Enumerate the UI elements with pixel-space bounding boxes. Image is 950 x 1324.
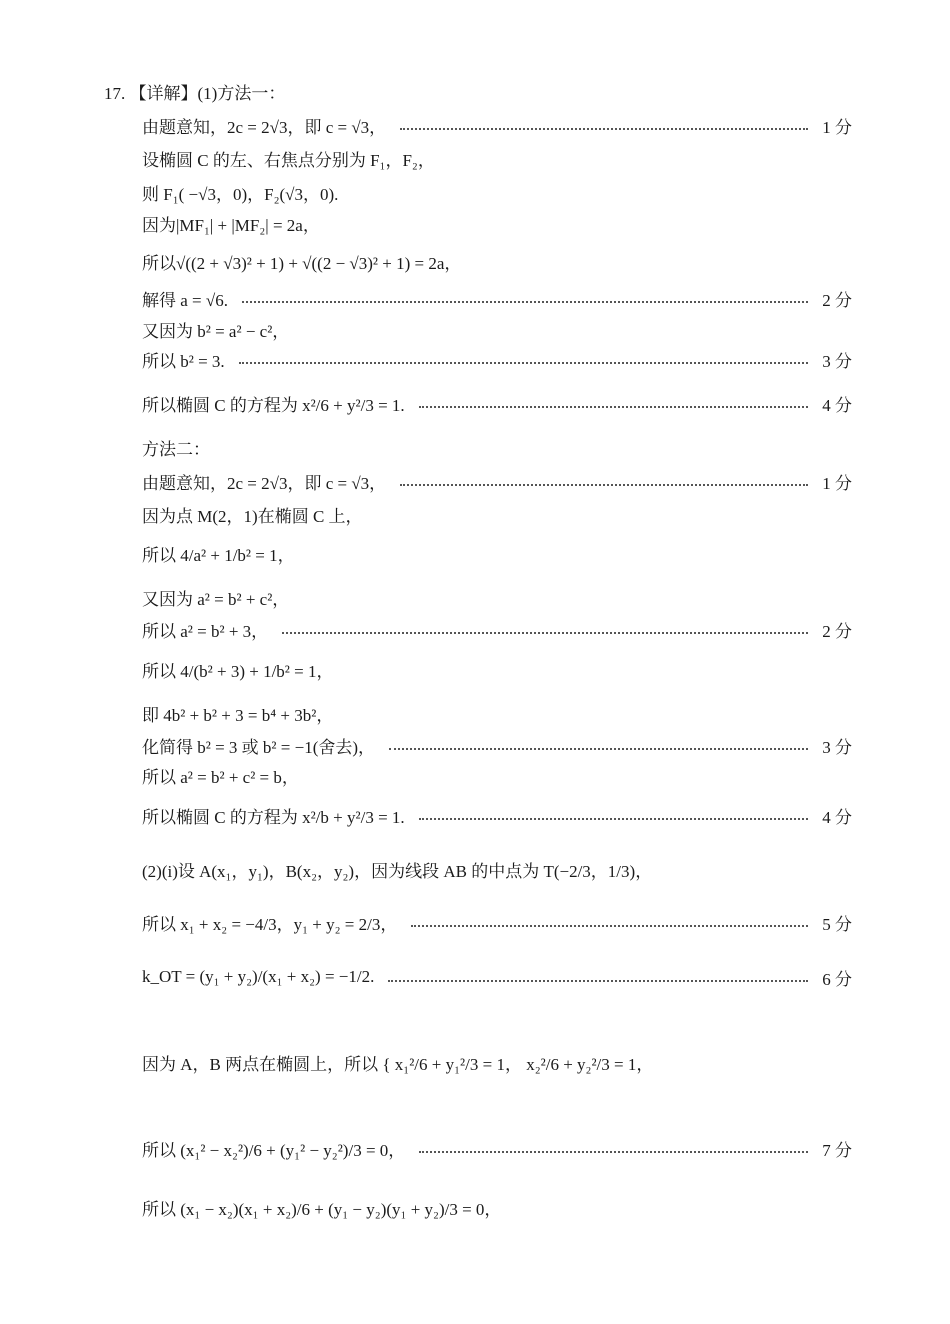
m1-line-5 bbox=[142, 244, 852, 278]
m2-line-6 bbox=[142, 652, 852, 686]
m1-line-8 bbox=[142, 342, 852, 376]
p2-line-6-text: 所以 (x₁ − x₂)(x₁ + x₂)/6 + (y₁ − y₂)(y₁ + y₂)/3 = 0， bbox=[142, 1199, 502, 1219]
leader-dots bbox=[388, 980, 808, 982]
m2-title bbox=[142, 430, 852, 464]
m1-line-2 bbox=[142, 141, 852, 175]
question-header bbox=[104, 74, 852, 108]
m1-line-6-text: 解得 a = √6. bbox=[142, 290, 228, 310]
m2-line-3 bbox=[142, 536, 852, 570]
m2-line-10-text: 所以椭圆 C 的方程为 x²/b + y²/3 = 1. bbox=[142, 807, 405, 827]
m2-line-7-text: 即 4b² + b² + 3 = b⁴ + 3b²， bbox=[142, 705, 334, 725]
m2-line-3-text: 所以 4/a² + 1/b² = 1， bbox=[142, 545, 295, 565]
m2-line-9 bbox=[142, 758, 852, 792]
m1-line-7-text: 又因为 b² = a² − c²， bbox=[142, 321, 290, 341]
m2-line-1 bbox=[142, 464, 852, 498]
p2-line-1-text: (2)(i)设 A(x₁，y₁)，B(x₂，y₂)，因为线段 AB 的中点为 T(−2/3，1/3)， bbox=[142, 861, 653, 881]
m1-line-6 bbox=[142, 281, 852, 315]
m1-line-2-text: 设椭圆 C 的左、右焦点分别为 F₁，F₂， bbox=[142, 150, 435, 170]
p2-line-5-text: 所以 (x₁² − x₂²)/6 + (y₁² − y₂²)/3 = 0， bbox=[142, 1140, 406, 1160]
leader-dots bbox=[239, 362, 809, 364]
question-header-text: 17. 【详解】(1)方法一： bbox=[104, 83, 286, 103]
leader-dots bbox=[400, 484, 808, 486]
score-label: 6 分 bbox=[822, 969, 852, 989]
m1-line-1-text: 由题意知，2c = 2√3，即 c = √3， bbox=[142, 117, 387, 137]
m2-line-5-text: 所以 a² = b² + 3， bbox=[142, 621, 269, 641]
m1-line-4 bbox=[142, 206, 852, 240]
m1-line-9 bbox=[142, 386, 852, 420]
m2-line-2-text: 因为点 M(2，1)在椭圆 C 上， bbox=[142, 506, 363, 526]
m1-line-4-text: 因为|MF₁| + |MF₂| = 2a， bbox=[142, 215, 320, 235]
m2-line-7 bbox=[142, 696, 852, 730]
m2-title-text: 方法二： bbox=[142, 439, 210, 459]
m2-line-8 bbox=[142, 728, 852, 762]
score-label: 1 分 bbox=[822, 117, 852, 137]
m2-line-1-text: 由题意知，2c = 2√3，即 c = √3， bbox=[142, 473, 387, 493]
p2-line-1 bbox=[142, 852, 852, 886]
leader-dots bbox=[419, 406, 809, 408]
leader-dots bbox=[242, 301, 808, 303]
m2-line-4-text: 又因为 a² = b² + c²， bbox=[142, 589, 290, 609]
score-label: 4 分 bbox=[822, 807, 852, 827]
p2-line-4 bbox=[142, 1045, 852, 1079]
p2-line-4-text: 因为 A，B 两点在椭圆上，所以 { x₁²/6 + y₁²/3 = 1， x₂²/6 + y₂²/3 = 1， bbox=[142, 1054, 654, 1074]
m2-line-6-text: 所以 4/(b² + 3) + 1/b² = 1， bbox=[142, 661, 334, 681]
m1-line-8-text: 所以 b² = 3. bbox=[142, 351, 225, 371]
leader-dots bbox=[419, 818, 809, 820]
p2-line-2-text: 所以 x₁ + x₂ = −4/3，y₁ + y₂ = 2/3， bbox=[142, 914, 398, 934]
score-label: 3 分 bbox=[822, 351, 852, 371]
score-label: 2 分 bbox=[822, 621, 852, 641]
p2-line-5 bbox=[142, 1131, 852, 1165]
score-label: 5 分 bbox=[822, 914, 852, 934]
m2-line-10 bbox=[142, 798, 852, 832]
m1-line-3 bbox=[142, 175, 852, 209]
p2-line-3-text: k_OT = (y₁ + y₂)/(x₁ + x₂) = −1/2. bbox=[142, 967, 375, 986]
leader-dots bbox=[400, 128, 808, 130]
score-label: 7 分 bbox=[822, 1140, 852, 1160]
m1-line-7 bbox=[142, 312, 852, 346]
p2-line-2 bbox=[142, 905, 852, 939]
m1-line-3-text: 则 F₁( −√3，0)，F₂(√3，0). bbox=[142, 184, 339, 204]
score-label: 2 分 bbox=[822, 290, 852, 310]
p2-line-6 bbox=[142, 1190, 852, 1224]
m1-line-9-text: 所以椭圆 C 的方程为 x²/6 + y²/3 = 1. bbox=[142, 395, 405, 415]
score-label: 3 分 bbox=[822, 737, 852, 757]
m2-line-8-text: 化简得 b² = 3 或 b² = −1(舍去)， bbox=[142, 737, 376, 757]
leader-dots bbox=[411, 925, 808, 927]
m2-line-2 bbox=[142, 497, 852, 531]
leader-dots bbox=[282, 632, 808, 634]
m2-line-9-text: 所以 a² = b² + c² = b， bbox=[142, 767, 299, 787]
score-label: 4 分 bbox=[822, 395, 852, 415]
m1-line-5-text: 所以√((2 + √3)² + 1) + √((2 − √3)² + 1) = 2a， bbox=[142, 253, 462, 273]
leader-dots bbox=[419, 1151, 808, 1153]
m2-line-4 bbox=[142, 580, 852, 614]
score-label: 1 分 bbox=[822, 473, 852, 493]
p2-line-3 bbox=[142, 960, 852, 994]
m2-line-5 bbox=[142, 612, 852, 646]
leader-dots bbox=[389, 748, 808, 750]
m1-line-1 bbox=[142, 108, 852, 142]
